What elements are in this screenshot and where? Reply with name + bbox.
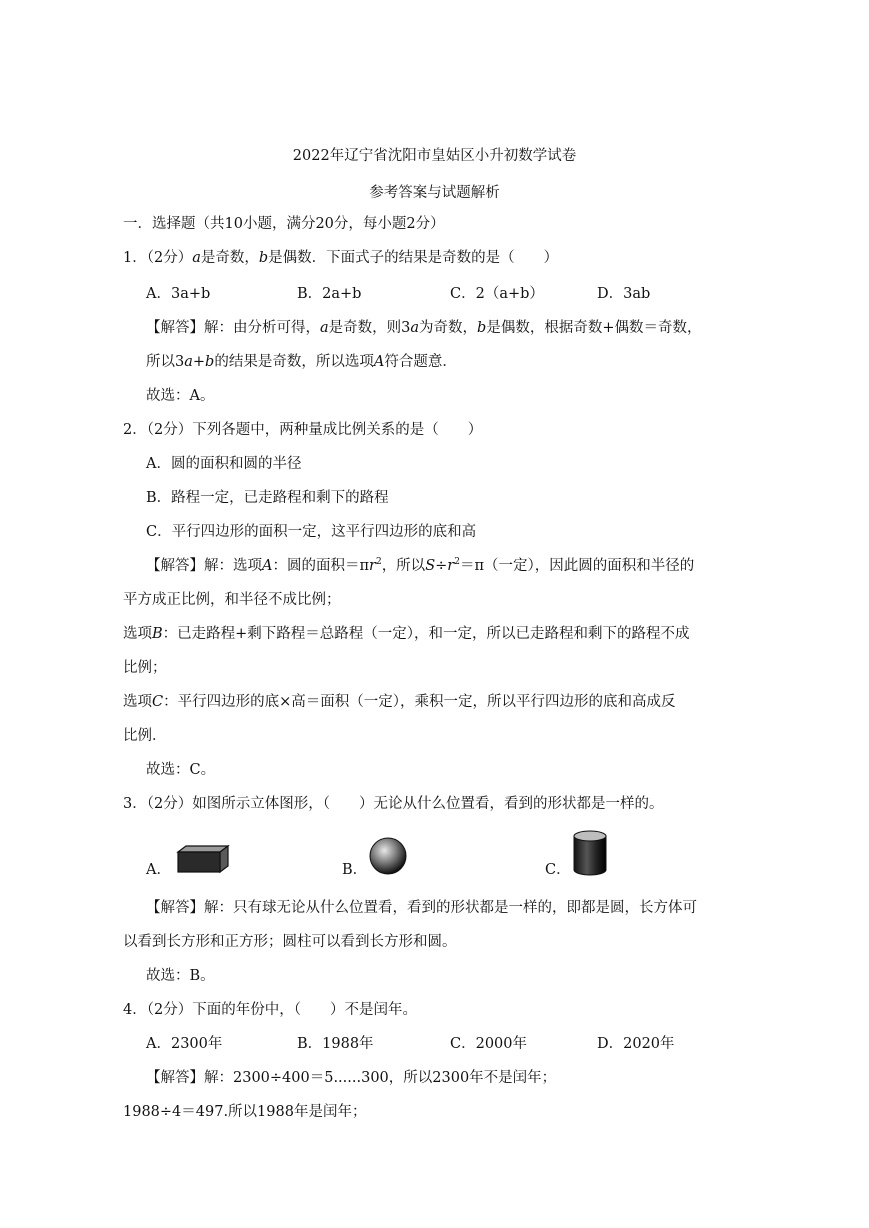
q4-answer-line1: 【解答】解：2300÷400＝5......300，所以2300年不是闰年； xyxy=(146,1070,557,1086)
q1-option-b: B．2a+b xyxy=(297,286,362,302)
q2-option-c: C．平行四边形的面积一定，这平行四边形的底和高 xyxy=(146,524,477,540)
q3-choice: 故选：B。 xyxy=(146,968,215,984)
q1-choice: 故选：A。 xyxy=(146,388,215,404)
page-title: 2022年辽宁省沈阳市皇姑区小升初数学试卷 xyxy=(292,148,577,164)
q2-answer-line3: 选项B：已走路程+剩下路程＝总路程（一定），和一定，所以已走路程和剩下的路程不成 xyxy=(123,626,690,642)
q2-stem: 2．（2分）下列各题中，两种量成比例关系的是（ ） xyxy=(123,422,483,438)
q4-option-b: B．1988年 xyxy=(297,1036,374,1052)
q1-option-d: D．3ab xyxy=(597,286,651,302)
section-heading: 一．选择题（共10小题，满分20分，每小题2分） xyxy=(123,216,445,232)
q2-option-b: B．路程一定，已走路程和剩下的路程 xyxy=(146,490,389,506)
q1-answer-line1: 【解答】解：由分析可得，a是奇数，则3a为奇数，b是偶数，根据奇数+偶数＝奇数， xyxy=(146,320,702,336)
q4-option-c: C．2000年 xyxy=(450,1036,527,1052)
q1-option-c: C．2（a+b） xyxy=(450,286,544,302)
q3-answer-line2: 以看到长方形和正方形；圆柱可以看到长方形和圆。 xyxy=(123,934,457,950)
q1-option-a: A．3a+b xyxy=(146,286,211,302)
q2-answer-line5: 选项C：平行四边形的底×高＝面积（一定），乘积一定，所以平行四边形的底和高成反 xyxy=(123,694,676,710)
q3-answer-line1: 【解答】解：只有球无论从什么位置看，看到的形状都是一样的，即都是圆，长方体可 xyxy=(146,900,697,916)
q2-answer-line4: 比例； xyxy=(123,660,167,676)
q2-choice: 故选：C。 xyxy=(146,762,216,778)
q3-stem: 3．（2分）如图所示立体图形，（ ）无论从什么位置看，看到的形状都是一样的。 xyxy=(123,796,664,812)
q2-answer-line1: 【解答】解：选项A：圆的面积$=\pi r^2$，所以$S\div r^2=\pi$（一定），因此圆的面积和半径的 xyxy=(146,557,695,574)
q4-option-a: A．2300年 xyxy=(146,1036,223,1052)
sphere-icon xyxy=(368,836,408,876)
q3-option-b: B． xyxy=(342,862,368,878)
cylinder-icon xyxy=(570,828,610,878)
q1-stem: 1．（2分）a是奇数，b是偶数．下面式子的结果是奇数的是（ ） xyxy=(123,250,559,266)
q2-answer-line2: 平方成正比例，和半径不成比例； xyxy=(123,592,341,608)
q2-option-a: A．圆的面积和圆的半径 xyxy=(146,456,302,472)
page-subtitle: 参考答案与试题解析 xyxy=(369,185,500,201)
q1-answer-line2: 所以3a+b的结果是奇数，所以选项A符合题意． xyxy=(146,354,457,370)
q3-option-c: C． xyxy=(545,862,571,878)
q4-answer-line2: 1988÷4＝497.所以1988年是闰年； xyxy=(123,1104,367,1120)
q4-option-d: D．2020年 xyxy=(597,1036,675,1052)
q2-answer-line6: 比例． xyxy=(123,728,167,744)
q4-stem: 4．（2分）下面的年份中，（ ）不是闰年。 xyxy=(123,1002,417,1018)
cuboid-icon xyxy=(174,844,230,876)
q3-option-a: A． xyxy=(146,862,171,878)
